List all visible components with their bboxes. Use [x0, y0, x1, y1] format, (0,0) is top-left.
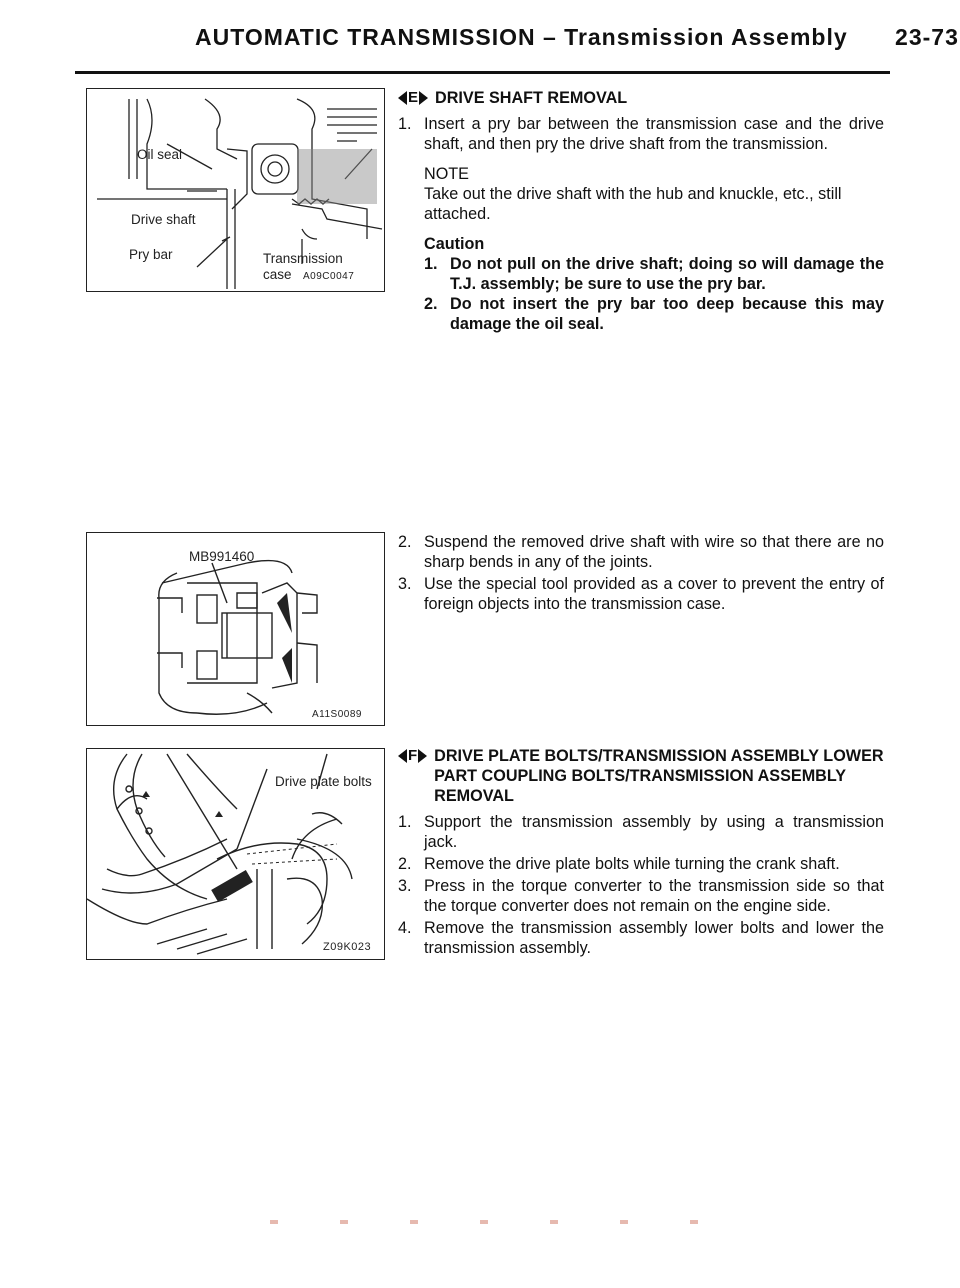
callout-special-tool: MB991460	[189, 549, 255, 564]
callout-transmission: Transmission	[263, 251, 343, 266]
step-text: Suspend the removed drive shaft with wire so that there are no sharp bends in any of the joints.	[424, 533, 884, 571]
section-heading	[398, 88, 884, 108]
callout-drive-plate-bolts: Drive plate bolts	[275, 774, 372, 789]
step-item	[398, 532, 884, 572]
step-item	[398, 574, 884, 614]
heading-text: DRIVE SHAFT REMOVAL	[435, 89, 628, 107]
figure-code: A09C0047	[303, 271, 355, 282]
footer-faint-text	[270, 1220, 700, 1224]
step-text: Remove the drive plate bolts while turning the crank shaft.	[424, 855, 840, 873]
step-number: 1.	[398, 813, 412, 831]
caution-label: Caution	[424, 235, 485, 253]
page-header	[195, 24, 959, 66]
note-text: Take out the drive shaft with the hub and knuckle, etc., still attached.	[424, 185, 842, 223]
callout-pry-bar: Pry bar	[129, 247, 173, 262]
section-drive-plate-bolts-removal	[398, 746, 884, 958]
step-text: Press in the torque converter to the transmission side so that the torque converter does not remain on the engine side.	[424, 877, 884, 915]
section-drive-shaft-removal	[398, 88, 884, 334]
callout-oil-seal: Oil seal	[137, 147, 183, 162]
heading-text: DRIVE PLATE BOLTS/TRANSMISSION ASSEMBLY LOWER PART COUPLING BOLTS/TRANSMISSION ASSEMBLY REMOVAL	[434, 747, 884, 805]
step-item	[398, 854, 884, 874]
caution-number: 1.	[424, 255, 438, 273]
step-number: 1.	[398, 115, 412, 133]
step-text: Remove the transmission assembly lower bolts and lower the transmission assembly.	[424, 919, 884, 957]
right-triangle-icon	[418, 749, 427, 763]
step-number: 3.	[398, 575, 412, 593]
marker-letter: F	[408, 747, 418, 764]
caution-text: Do not insert the pry bar too deep because this may damage the oil seal.	[450, 295, 884, 333]
figure-code: A11S0089	[312, 709, 362, 720]
caution-text: Do not pull on the drive shaft; doing so will damage the T.J. assembly; be sure to use the pry bar.	[450, 255, 884, 293]
step-text: Support the transmission assembly by using a transmission jack.	[424, 813, 884, 851]
step-item	[398, 812, 884, 852]
step-item	[398, 918, 884, 958]
step-item	[398, 876, 884, 916]
step-number: 2.	[398, 533, 412, 551]
callout-case: case	[263, 267, 292, 282]
step-text: Insert a pry bar between the transmission case and the drive shaft, and then pry the drive shaft from the transmission.	[424, 115, 884, 153]
note-label: NOTE	[424, 165, 469, 183]
left-triangle-icon	[398, 91, 407, 105]
caution-number: 2.	[424, 295, 438, 313]
header-page-number: 23-73	[895, 24, 959, 50]
reference-marker	[398, 88, 428, 108]
callout-drive-shaft: Drive shaft	[131, 212, 196, 227]
step-number: 4.	[398, 919, 412, 937]
figure-special-tool-cover	[86, 532, 385, 726]
header-title: AUTOMATIC TRANSMISSION – Transmission Assembly	[195, 24, 848, 50]
step-item	[398, 114, 884, 154]
reference-marker	[398, 746, 427, 766]
left-triangle-icon	[398, 749, 407, 763]
section-drive-shaft-storage	[398, 526, 884, 614]
figure-drive-plate-bolts	[86, 748, 385, 960]
right-triangle-icon	[419, 91, 428, 105]
figure-drive-shaft-removal	[86, 88, 385, 292]
step-number: 2.	[398, 855, 412, 873]
step-number: 3.	[398, 877, 412, 895]
header-rule	[75, 71, 890, 74]
marker-letter: E	[408, 89, 419, 106]
section-heading	[398, 746, 884, 806]
figure-code: Z09K023	[323, 941, 372, 953]
caution-item	[424, 294, 884, 334]
step-text: Use the special tool provided as a cover to prevent the entry of foreign objects into the transmission case.	[424, 575, 884, 613]
caution-item	[424, 254, 884, 294]
